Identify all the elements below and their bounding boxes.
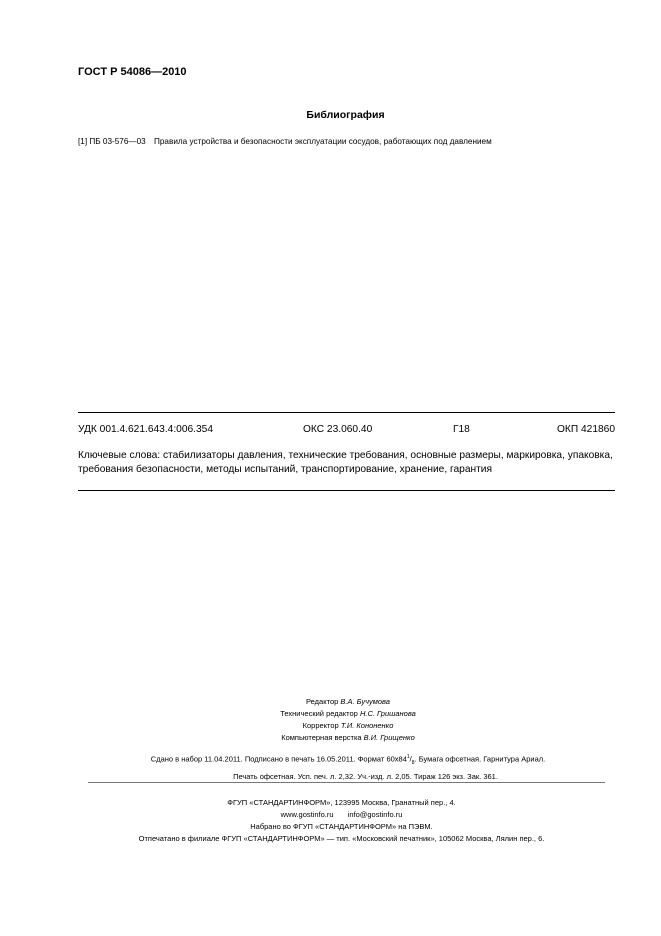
okp-code: ОКП 421860 bbox=[556, 424, 615, 435]
udk-code: УДК 001.4.621.643.4:006.354 bbox=[78, 424, 213, 435]
email-link[interactable]: info@gostinfo.ru bbox=[347, 810, 403, 819]
publication-line-2: Печать офсетная. Усп. печ. л. 2,32. Уч.-изд. л. 2,05. Тираж 126 экз. Зак. 361. bbox=[233, 772, 498, 781]
keywords: Ключевые слова: стабилизаторы давления, технические требования, основные размеры, маркировка, упаковка, требования безопасности, методы испытаний, транспортирование, хранение, гарантия bbox=[78, 450, 613, 475]
contacts bbox=[22, 809, 661, 821]
bibliography-title: Библиография bbox=[306, 109, 385, 121]
divider-bottom bbox=[78, 490, 615, 491]
bibliography-item-code: [1] ПБ 03-576—03 bbox=[78, 137, 146, 146]
publisher-address: ФГУП «СТАНДАРТИНФОРМ», 123995 Москва, Гранатный пер., 4. bbox=[227, 798, 456, 807]
credit-layout: Компьютерная верстка В.И. Грищенко bbox=[281, 733, 415, 742]
classification-row bbox=[78, 424, 615, 435]
divider-imprint bbox=[88, 782, 605, 783]
standard-designation: ГОСТ Р 54086—2010 bbox=[78, 66, 187, 78]
oks-code: ОКС 23.060.40 bbox=[303, 424, 373, 435]
group-code: Г18 bbox=[453, 424, 470, 435]
publication-info bbox=[0, 751, 661, 783]
printed-note: Отпечатано в филиале ФГУП «СТАНДАРТИНФОРМ» — тип. «Московский печатник», 105062 Москва, Лялин пер., 6. bbox=[138, 834, 545, 843]
imprint-block bbox=[0, 797, 661, 845]
credits-block bbox=[0, 696, 661, 744]
bibliography-item-text: Правила устройства и безопасности эксплуатации сосудов, работающих под давлением bbox=[153, 137, 492, 146]
divider-top bbox=[78, 412, 615, 413]
credit-editor: Редактор В.А. Бучумова bbox=[306, 697, 390, 706]
website-link[interactable]: www.gostinfo.ru bbox=[280, 810, 334, 819]
credit-proofreader: Корректор Т.И. Кононенко bbox=[302, 721, 394, 730]
bibliography-item bbox=[78, 137, 492, 146]
credit-tech-editor: Технический редактор Н.С. Гришанова bbox=[280, 709, 416, 718]
typeset-note: Набрано во ФГУП «СТАНДАРТИНФОРМ» на ПЭВМ. bbox=[250, 822, 433, 831]
publication-line-1: Сдано в набор 11.04.2011. Подписано в печать 16.05.2011. Формат $60х84^1/_8$. Бумага офсетная. Гарнитура Ариал. bbox=[150, 754, 546, 766]
